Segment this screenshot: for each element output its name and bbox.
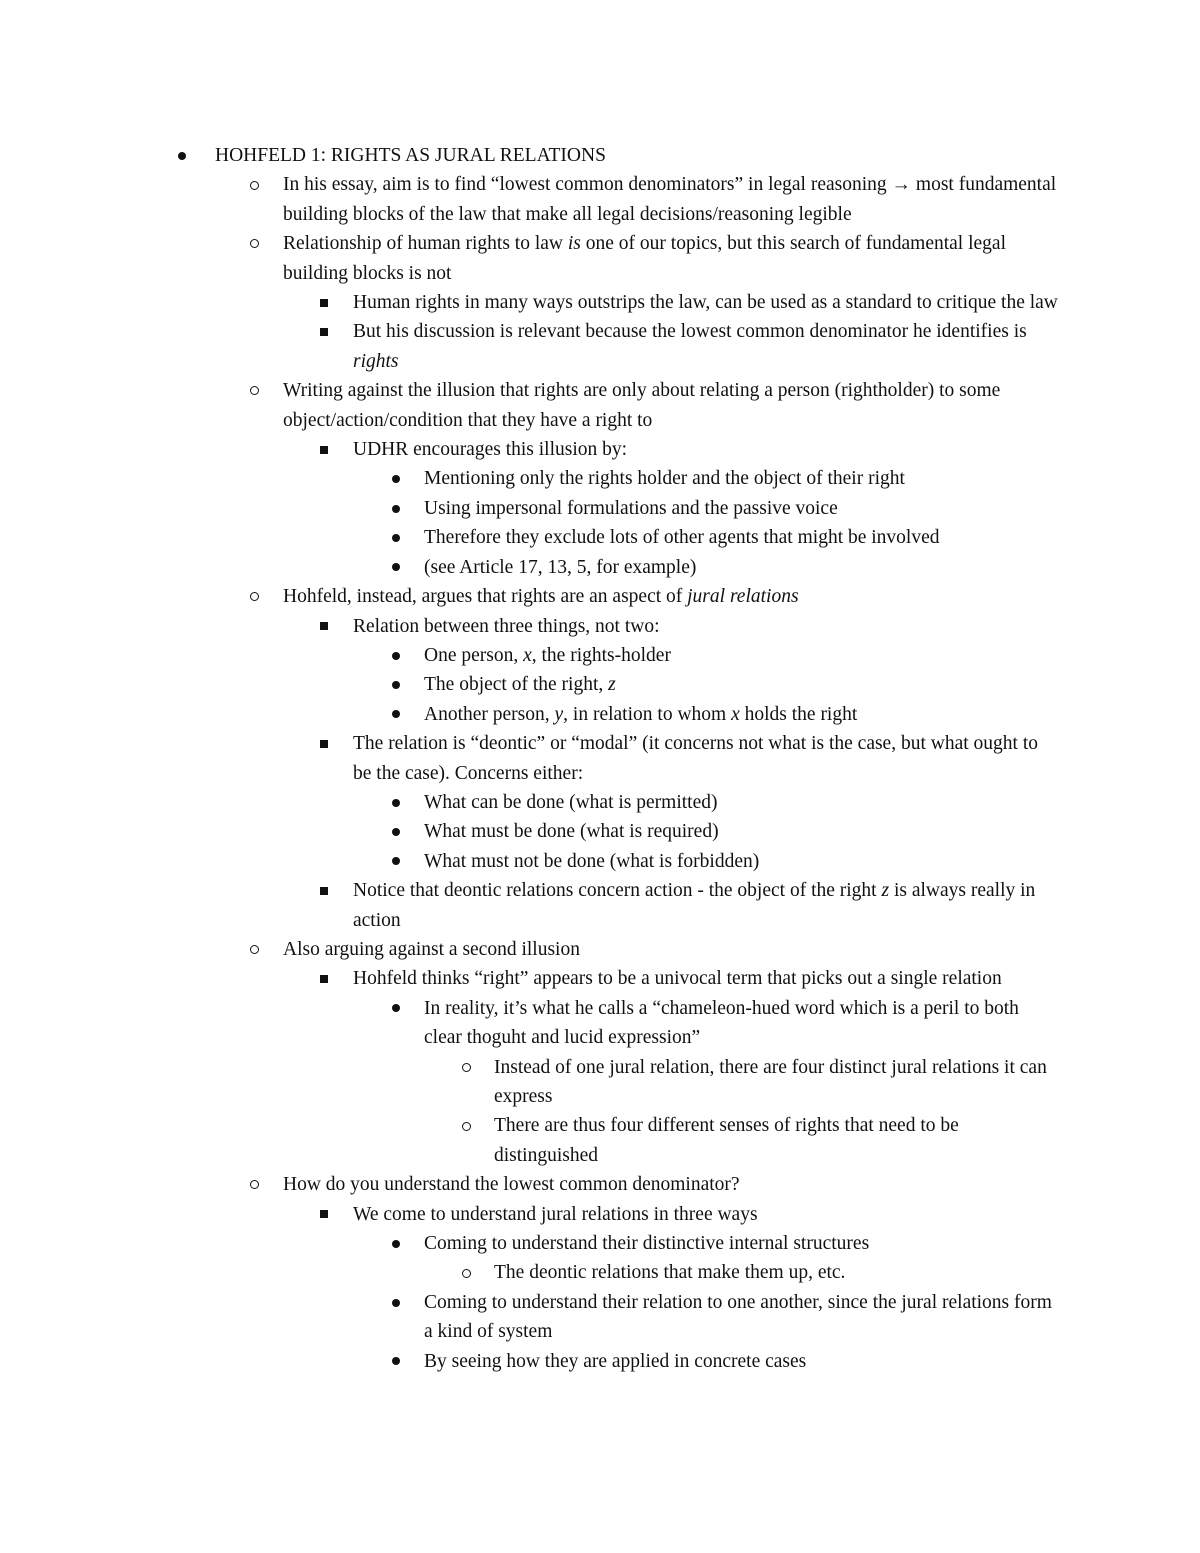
bullet-square-icon	[317, 729, 331, 758]
text-segment: In reality, it’s what he calls a “chameleon-hued word which is a peril to both clear thoguht and lucid expression”	[424, 997, 1019, 1049]
text-segment: Relation between three things, not two:	[353, 615, 660, 637]
bullet-dot-icon	[389, 464, 403, 493]
list-item	[0, 1053, 1200, 1112]
italic-text: z	[881, 880, 890, 902]
list-item	[0, 847, 1200, 876]
text-segment: is always really in action	[353, 880, 1036, 931]
bullet-dot-icon	[389, 788, 403, 817]
bullet-dot-icon	[389, 641, 403, 670]
bullet-dot-icon	[389, 994, 403, 1023]
list-item-text	[424, 553, 1056, 582]
list-item	[0, 612, 1200, 641]
list-item	[0, 1347, 1200, 1376]
text-segment: Human rights in many ways outstrips the law, can be used as a standard to critique the law	[353, 292, 1058, 314]
list-item-text	[424, 523, 1056, 552]
list-item-text	[424, 1229, 1056, 1258]
list-item	[0, 464, 1200, 493]
bullet-circle-icon	[247, 582, 261, 611]
list-item-text	[353, 876, 1058, 935]
italic-text: is	[567, 233, 581, 255]
text-segment: What can be done (what is permitted)	[424, 791, 718, 813]
text-segment: The relation is “deontic” or “modal” (it concerns not what is the case, but what ought to be the case). Concerns either:	[353, 733, 1038, 784]
list-item-text	[494, 1053, 1054, 1112]
list-item-text	[424, 670, 1056, 699]
list-item-text	[283, 170, 1058, 229]
list-item-text	[283, 582, 1058, 611]
bullet-square-icon	[317, 435, 331, 464]
list-item-text	[424, 494, 1056, 523]
bullet-dot-icon	[389, 553, 403, 582]
text-segment: What must not be done (what is forbidden)	[424, 850, 760, 872]
text-segment: Writing against the illusion that rights are only about relating a person (rightholder) to some object/action/condition that they have a right to	[283, 380, 1001, 431]
bullet-square-icon	[317, 964, 331, 993]
italic-text: rights	[353, 350, 399, 372]
list-item-text	[424, 847, 1056, 876]
list-item-text	[353, 729, 1058, 788]
text-segment: Hohfeld thinks “right” appears to be a univocal term that picks out a single relation	[353, 968, 1002, 990]
list-item	[0, 788, 1200, 817]
list-item-text	[494, 1111, 1054, 1170]
list-item	[0, 288, 1200, 317]
list-item	[0, 523, 1200, 552]
list-item-text	[283, 1170, 1058, 1199]
bullet-square-icon	[317, 1200, 331, 1229]
text-segment: How do you understand the lowest common denominator?	[283, 1174, 740, 1196]
italic-text: x	[731, 703, 740, 725]
bullet-circle-icon	[247, 376, 261, 405]
bullet-circle-icon	[459, 1053, 473, 1082]
list-item	[0, 494, 1200, 523]
list-item	[0, 1200, 1200, 1229]
text-segment: HOHFELD 1: RIGHTS AS JURAL RELATIONS	[215, 145, 606, 166]
list-item-text	[424, 700, 1056, 729]
text-segment: One person,	[424, 644, 524, 666]
text-segment: We come to understand jural relations in three ways	[353, 1203, 758, 1225]
list-item-text	[424, 464, 1056, 493]
text-segment: By seeing how they are applied in concrete cases	[424, 1350, 807, 1372]
list-item	[0, 1258, 1200, 1287]
italic-text: x	[523, 644, 532, 666]
list-item-text	[353, 435, 1058, 464]
list-item	[0, 553, 1200, 582]
list-item	[0, 700, 1200, 729]
text-segment: Also arguing against a second illusion	[283, 938, 580, 960]
list-item-text	[424, 641, 1056, 670]
list-item-text	[215, 141, 1055, 170]
list-item-text	[283, 935, 1058, 964]
list-item	[0, 1111, 1200, 1170]
bullet-square-icon	[317, 317, 331, 346]
list-item	[0, 935, 1200, 964]
bullet-dot-icon	[389, 1229, 403, 1258]
list-item	[0, 641, 1200, 670]
bullet-dot-icon	[389, 1347, 403, 1376]
list-item-text	[424, 994, 1056, 1053]
text-segment: What must be done (what is required)	[424, 821, 719, 843]
list-item	[0, 170, 1200, 229]
text-segment: Coming to understand their distinctive internal structures	[424, 1233, 870, 1255]
text-segment: Instead of one jural relation, there are four distinct jural relations it can express	[494, 1056, 1047, 1107]
text-segment: The object of the right,	[424, 674, 609, 696]
text-segment: Coming to understand their relation to one another, since the jural relations form a kind of system	[424, 1291, 1052, 1343]
list-item	[0, 876, 1200, 935]
bullet-dot-icon	[389, 1288, 403, 1317]
list-item	[0, 994, 1200, 1053]
text-segment: (see Article 17, 13, 5, for example)	[424, 556, 697, 578]
text-segment: Hohfeld, instead, argues that rights are an aspect of	[283, 586, 688, 608]
list-item	[0, 435, 1200, 464]
bullet-circle-icon	[247, 170, 261, 199]
list-item-text	[353, 1200, 1058, 1229]
text-segment: The deontic relations that make them up, etc.	[494, 1262, 846, 1284]
bullet-circle-icon	[247, 935, 261, 964]
bullet-dot-icon	[389, 847, 403, 876]
text-segment: There are thus four different senses of rights that need to be distinguished	[494, 1115, 959, 1166]
list-item	[0, 817, 1200, 846]
text-segment: , the rights-holder	[531, 644, 671, 666]
text-segment: Mentioning only the rights holder and the object of their right	[424, 468, 905, 490]
list-item-text	[353, 612, 1058, 641]
list-item-text	[424, 788, 1056, 817]
text-segment: holds the right	[739, 703, 858, 725]
list-item-text	[353, 317, 1058, 376]
bullet-dot-icon	[389, 670, 403, 699]
list-item-text	[283, 376, 1058, 435]
list-item	[0, 229, 1200, 288]
text-segment: , in relation to whom	[563, 703, 732, 725]
text-segment: Relationship of human rights to law	[283, 233, 568, 255]
list-item	[0, 964, 1200, 993]
text-segment: In his essay, aim is to find “lowest common denominators” in legal reasoning → most fundamental building blocks of the law that make all legal decisions/reasoning legible	[283, 174, 1057, 225]
list-item-text	[494, 1258, 1054, 1287]
text-segment: Therefore they exclude lots of other agents that might be involved	[424, 527, 940, 549]
bullet-circle-icon	[459, 1111, 473, 1140]
text-segment: one of our topics, but this search of fundamental legal building blocks is not	[283, 233, 1006, 284]
list-item	[0, 1229, 1200, 1258]
list-item	[0, 729, 1200, 788]
bullet-dot-icon	[389, 700, 403, 729]
bullet-circle-icon	[459, 1258, 473, 1287]
text-segment: UDHR encourages this illusion by:	[353, 439, 628, 461]
bullet-dot-icon	[389, 817, 403, 846]
list-item	[0, 376, 1200, 435]
outline-list	[0, 141, 1200, 1376]
bullet-square-icon	[317, 288, 331, 317]
list-item	[0, 582, 1200, 611]
text-segment: Notice that deontic relations concern action - the object of the right	[353, 880, 882, 902]
list-item	[0, 1288, 1200, 1347]
bullet-circle-icon	[247, 1170, 261, 1199]
list-item-text	[424, 817, 1056, 846]
list-item-text	[353, 964, 1058, 993]
text-segment: But his discussion is relevant because the lowest common denominator he identifies is	[353, 321, 1027, 343]
list-item	[0, 317, 1200, 376]
italic-text: jural relations	[687, 586, 799, 608]
list-item-text	[283, 229, 1058, 288]
list-item-text	[353, 288, 1058, 317]
italic-text: y	[554, 703, 564, 725]
bullet-square-icon	[317, 876, 331, 905]
text-segment: Another person,	[424, 703, 555, 725]
list-item-text	[424, 1347, 1056, 1376]
text-segment: Using impersonal formulations and the passive voice	[424, 497, 838, 519]
bullet-square-icon	[317, 612, 331, 641]
bullet-dot-icon	[175, 141, 189, 170]
bullet-dot-icon	[389, 523, 403, 552]
list-item	[0, 141, 1200, 170]
bullet-circle-icon	[247, 229, 261, 258]
list-item	[0, 670, 1200, 699]
italic-text: z	[608, 674, 616, 696]
list-item	[0, 1170, 1200, 1199]
list-item-text	[424, 1288, 1056, 1347]
bullet-dot-icon	[389, 494, 403, 523]
